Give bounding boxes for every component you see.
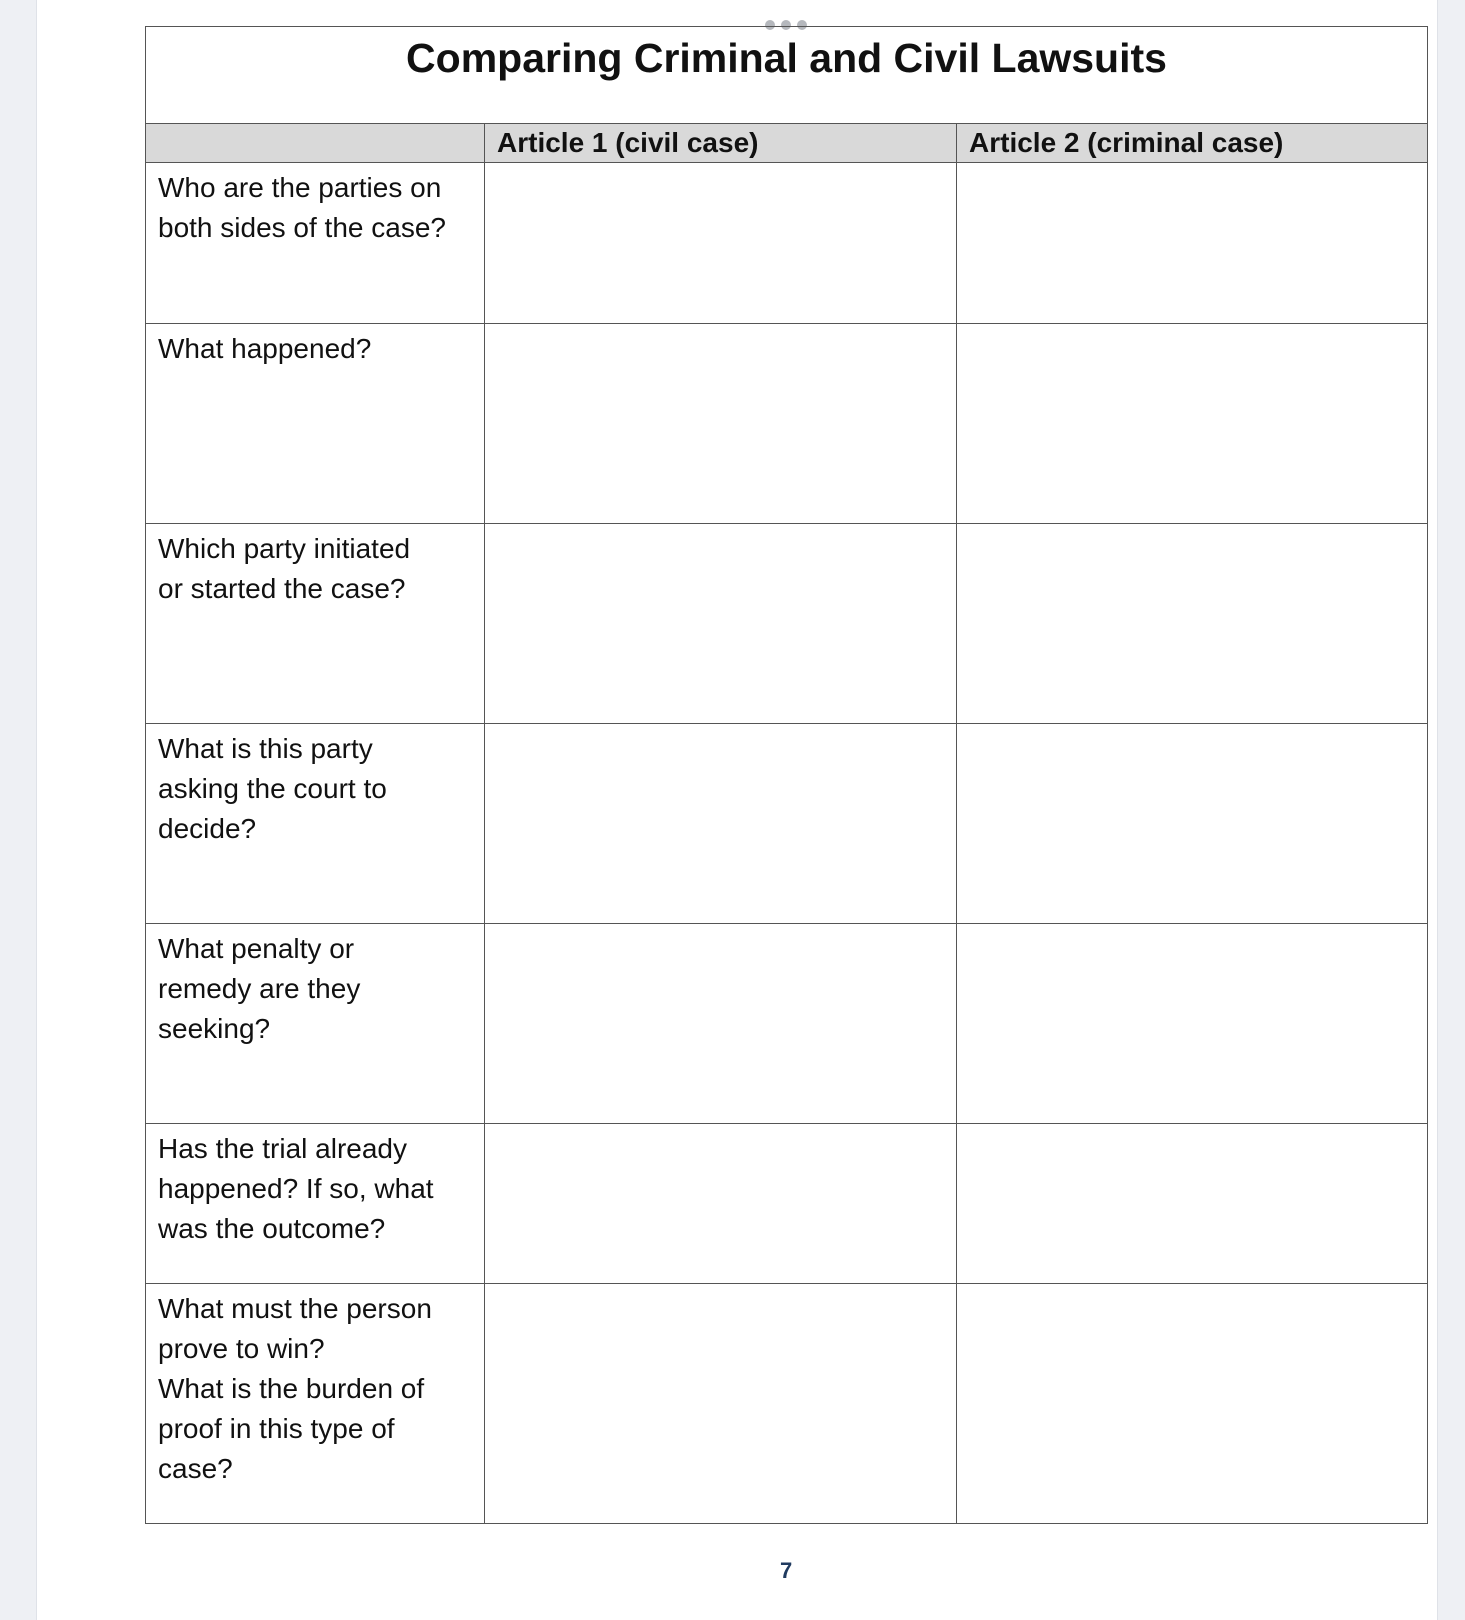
answer-cell-article-1[interactable]	[485, 1284, 957, 1524]
comparison-table	[145, 26, 1428, 1524]
table-row	[146, 724, 1428, 924]
answer-cell-article-1[interactable]	[485, 163, 957, 324]
question-cell: What penalty or remedy are they seeking?	[146, 924, 485, 1124]
table-row	[146, 924, 1428, 1124]
table-row	[146, 324, 1428, 524]
question-cell: What happened?	[146, 324, 485, 524]
left-viewer-gutter	[0, 0, 37, 1620]
answer-cell-article-2[interactable]	[957, 724, 1428, 924]
document-page	[37, 0, 1436, 1620]
answer-cell-article-1[interactable]	[485, 524, 957, 724]
question-cell: What must the person prove to win? What is the burden of proof in this type of case?	[146, 1284, 485, 1524]
table-row	[146, 524, 1428, 724]
question-cell: Has the trial already happened? If so, what was the outcome?	[146, 1124, 485, 1284]
worksheet-title: Comparing Criminal and Civil Lawsuits	[406, 35, 1167, 81]
answer-cell-article-2[interactable]	[957, 924, 1428, 1124]
answer-cell-article-1[interactable]	[485, 924, 957, 1124]
question-cell: Which party initiated or started the case?	[146, 524, 485, 724]
table-row	[146, 1284, 1428, 1524]
column-header-row	[146, 124, 1428, 163]
page-number: 7	[780, 1558, 793, 1583]
answer-cell-article-2[interactable]	[957, 1124, 1428, 1284]
answer-cell-article-2[interactable]	[957, 524, 1428, 724]
column-header-blank	[146, 124, 485, 163]
column-header-article-2: Article 2 (criminal case)	[957, 124, 1428, 163]
column-header-article-1: Article 1 (civil case)	[485, 124, 957, 163]
answer-cell-article-2[interactable]	[957, 324, 1428, 524]
title-cell	[146, 27, 1428, 124]
question-cell: What is this party asking the court to decide?	[146, 724, 485, 924]
question-cell: Who are the parties on both sides of the case?	[146, 163, 485, 324]
right-viewer-scrollbar[interactable]	[1437, 0, 1465, 1620]
answer-cell-article-1[interactable]	[485, 724, 957, 924]
answer-cell-article-1[interactable]	[485, 324, 957, 524]
table-row	[146, 1124, 1428, 1284]
answer-cell-article-2[interactable]	[957, 163, 1428, 324]
answer-cell-article-1[interactable]	[485, 1124, 957, 1284]
answer-cell-article-2[interactable]	[957, 1284, 1428, 1524]
table-row	[146, 163, 1428, 324]
